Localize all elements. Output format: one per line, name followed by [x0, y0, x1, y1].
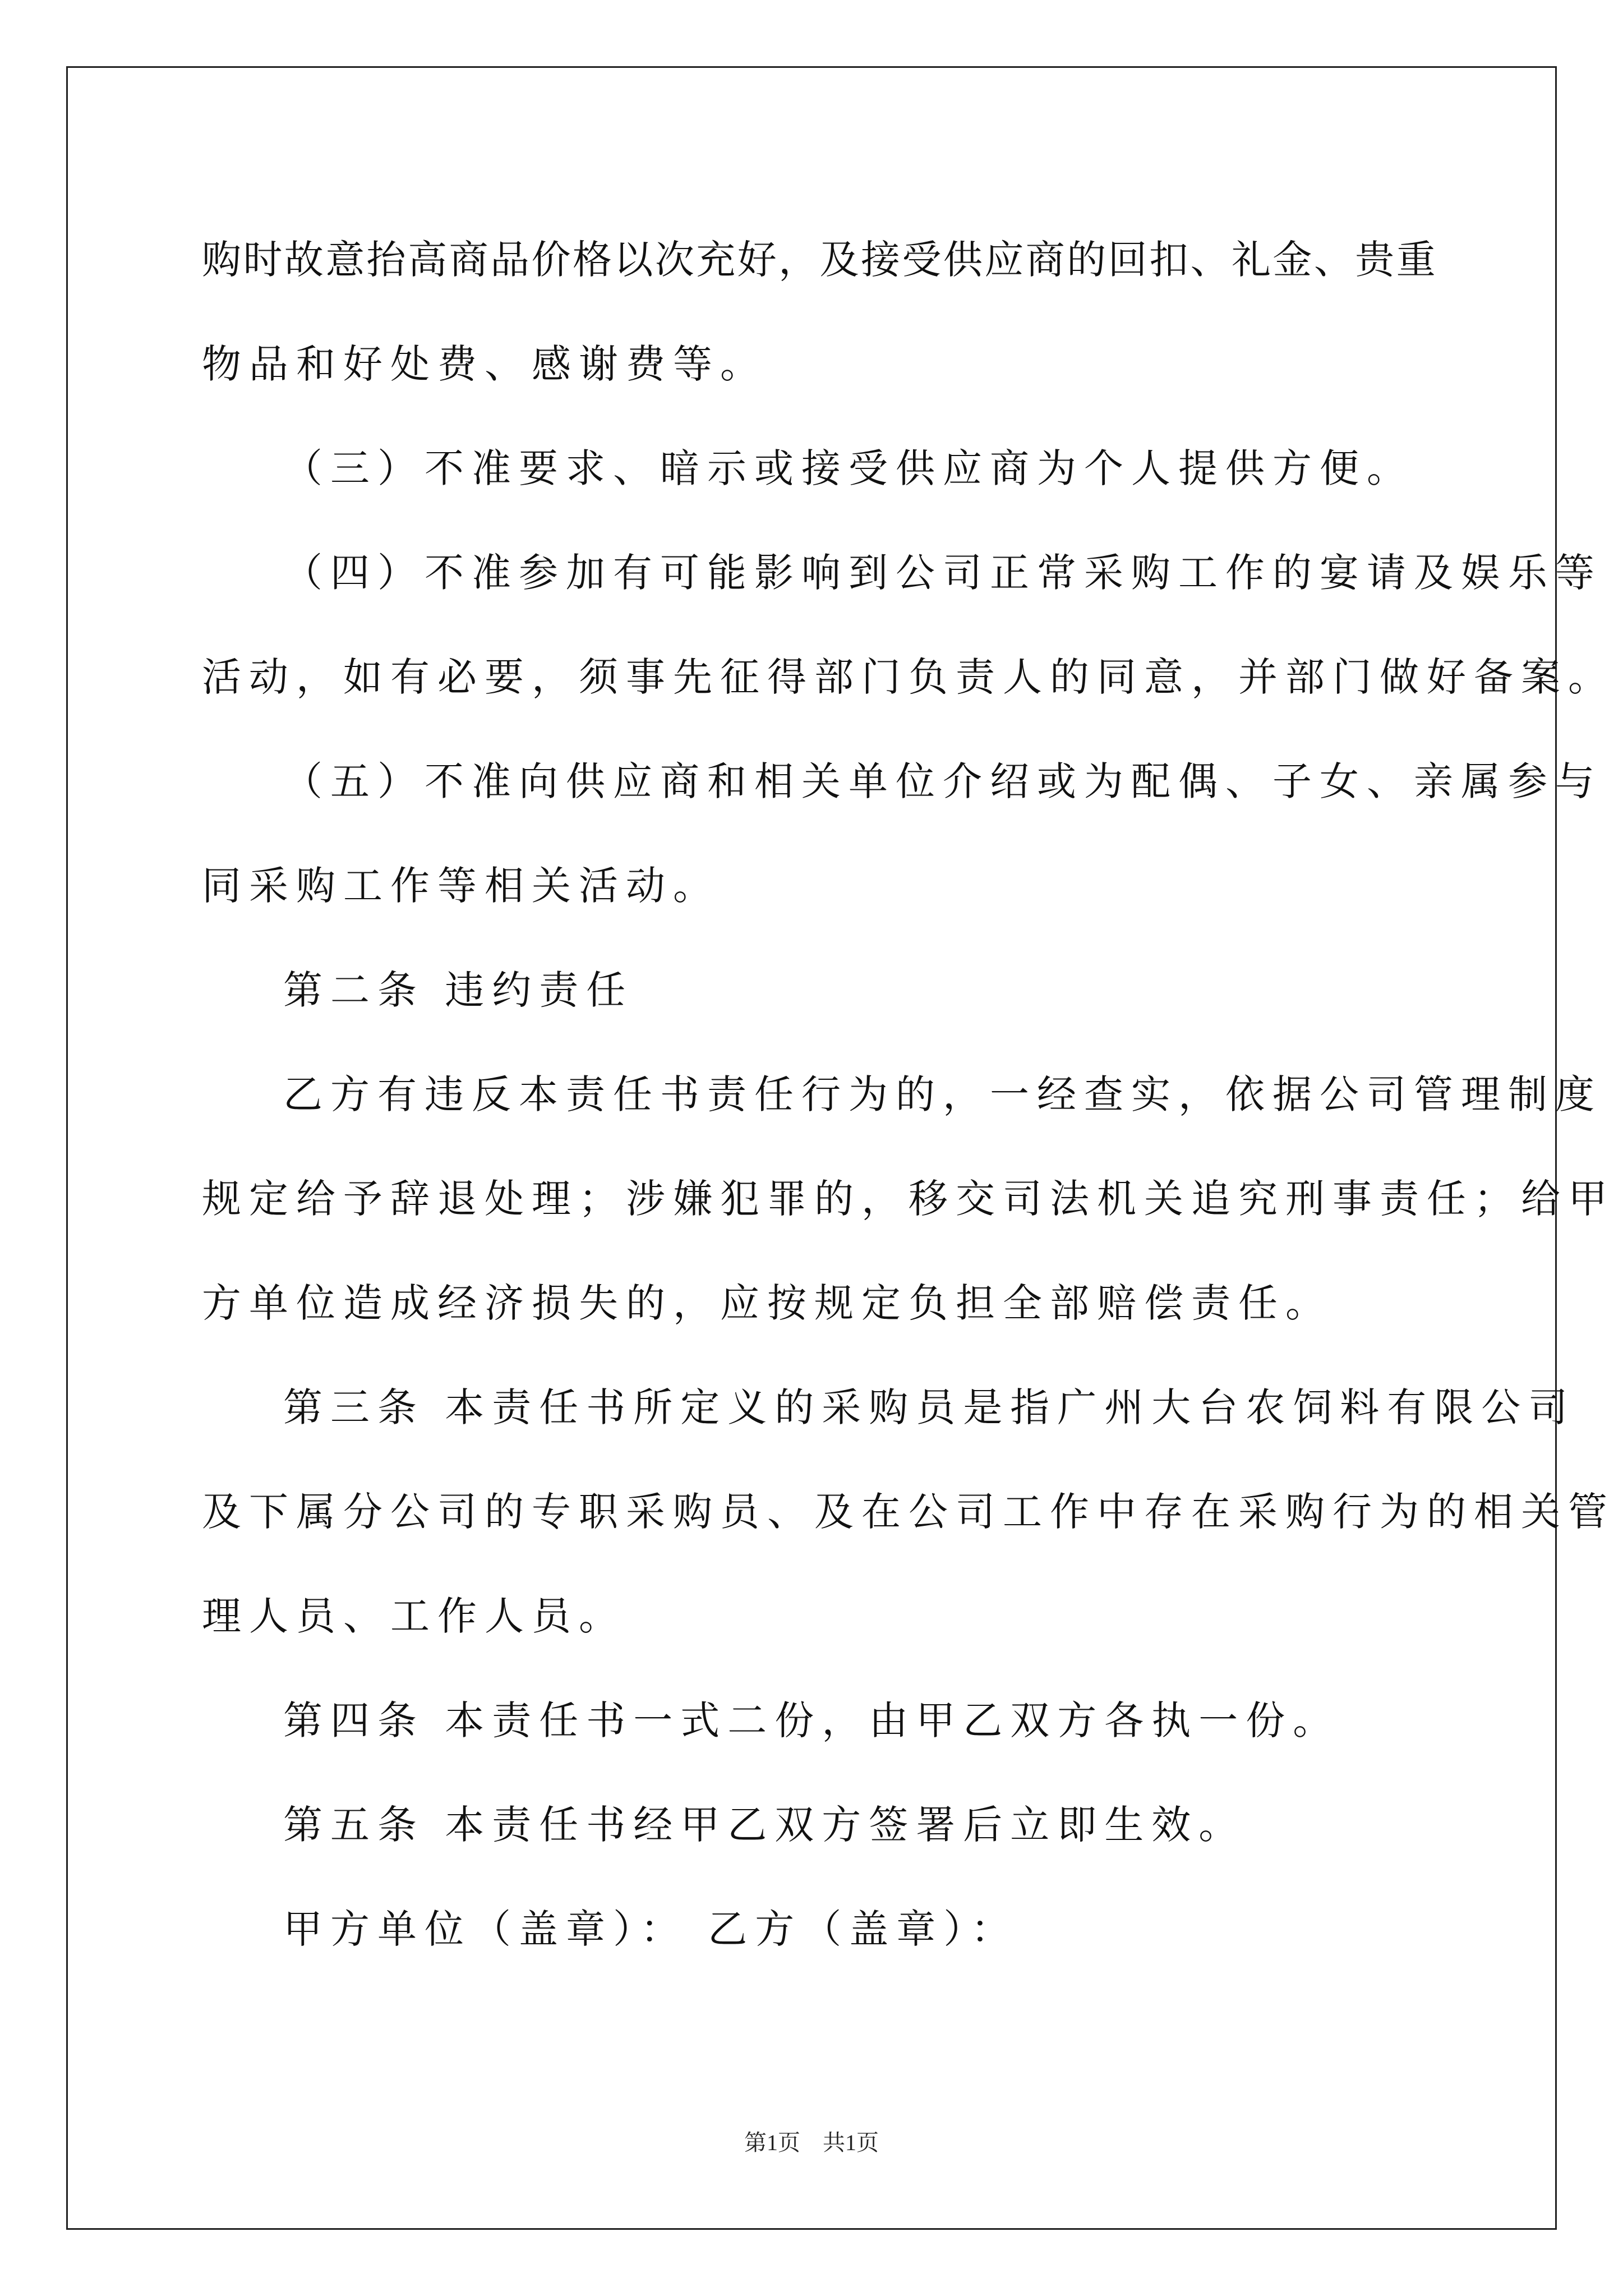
section-heading: 第二条 违约责任 — [283, 967, 634, 1013]
signature-line: 甲方单位（盖章）： 乙方（盖章）： — [283, 1906, 1018, 1952]
document-body — [202, 208, 1615, 1981]
body-line: 活动，如有必要，须事先征得部门负责人的同意，并部门做好备案。 — [202, 654, 1615, 700]
body-line: 第三条 本责任书所定义的采购员是指广州大台农饲料有限公司 — [283, 1384, 1576, 1430]
body-line: 同采购工作等相关活动。 — [202, 863, 720, 909]
body-line: 第五条 本责任书经甲乙双方签署后立即生效。 — [283, 1802, 1246, 1848]
body-line: 物品和好处费、感谢费等。 — [202, 341, 767, 387]
body-line: 第四条 本责任书一式二份，由甲乙双方各执一份。 — [283, 1697, 1340, 1743]
body-line: 理人员、工作人员。 — [202, 1593, 626, 1639]
page-number: 第1页 — [744, 2130, 800, 2155]
body-line: 规定给予辞退处理；涉嫌犯罪的，移交司法机关追究刑事责任；给甲 — [202, 1176, 1615, 1222]
body-line: 及下属分公司的专职采购员、及在公司工作中存在采购行为的相关管 — [202, 1489, 1615, 1535]
page-total: 共1页 — [823, 2130, 879, 2155]
body-line: （三）不准要求、暗示或接受供应商为个人提供方便。 — [283, 445, 1414, 491]
line-text: 购 时 故 意 抬 高 商 品 价 格 以 次 充 好 ， 及 接 受 供 应 商 的 回 扣 、 礼 金 、 贵 重 — [202, 237, 1436, 283]
page-footer — [0, 2125, 1623, 2157]
body-line: 乙方有违反本责任书责任行为的，一经查实，依据公司管理制度 — [283, 1071, 1602, 1117]
body-line: 方单位造成经济损失的，应按规定负担全部赔偿责任。 — [202, 1280, 1332, 1326]
body-line: （五）不准向供应商和相关单位介绍或为配偶、子女、亲属参与 — [283, 758, 1602, 804]
body-line — [202, 208, 1436, 312]
body-line: （四）不准参加有可能影响到公司正常采购工作的宴请及娱乐等 — [283, 550, 1602, 596]
